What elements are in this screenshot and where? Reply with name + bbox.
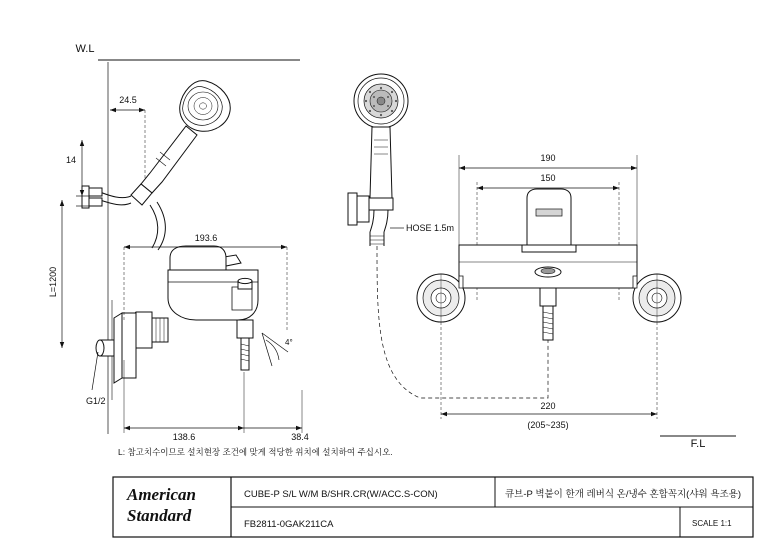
right-front-view <box>417 153 736 450</box>
dim-24-5-label: 24.5 <box>119 95 137 105</box>
floor-line-label: F.L <box>690 438 706 450</box>
left-elevation-view <box>48 43 309 442</box>
water-line-label: W.L <box>75 43 95 55</box>
model-name-kr: 큐브-P 벽붙이 한개 레버식 온/냉수 혼합꼭지(샤워 욕조용) <box>505 489 742 500</box>
scale-label: SCALE 1:1 <box>692 519 732 528</box>
dim-190-label: 190 <box>540 153 556 163</box>
dim-l-1200-label: L=1200 <box>48 266 58 298</box>
dim-150-label: 150 <box>540 173 556 183</box>
escutcheon-left <box>417 274 465 322</box>
dim-138-6-label: 138.6 <box>172 432 196 442</box>
dim-bottom-left <box>124 360 309 442</box>
angle-label: 4° <box>285 338 293 347</box>
dim-range-label: (205~235) <box>527 420 569 430</box>
hose-label: HOSE 1.5m <box>406 223 455 233</box>
inlet-thread-label: G1/2 <box>86 396 106 406</box>
faucet-body-left <box>96 246 293 383</box>
dim-14 <box>66 140 90 206</box>
handshower-left <box>82 81 230 250</box>
dim-14-label: 14 <box>65 155 77 165</box>
model-code: FB2811-0GAK211CA <box>244 519 334 530</box>
dim-193-6-label: 193.6 <box>194 233 218 243</box>
dim-38-4-label: 38.4 <box>291 432 309 442</box>
handshower-front-view <box>348 74 548 398</box>
installation-note: L: 참고치수이므로 설치현장 조건에 맞게 적당한 위치에 설치하여 주십시오. <box>118 447 393 457</box>
dim-220-label: 220 <box>540 401 556 411</box>
dim-24-5 <box>110 95 145 180</box>
dim-l-1200 <box>48 200 64 348</box>
brand-line-1: American <box>127 485 196 504</box>
title-block <box>113 477 753 537</box>
brand-line-2: Standard <box>127 506 192 525</box>
model-name: CUBE-P S/L W/M B/SHR.CR(W/ACC.S-CON) <box>244 489 438 500</box>
escutcheon-right <box>633 274 681 322</box>
